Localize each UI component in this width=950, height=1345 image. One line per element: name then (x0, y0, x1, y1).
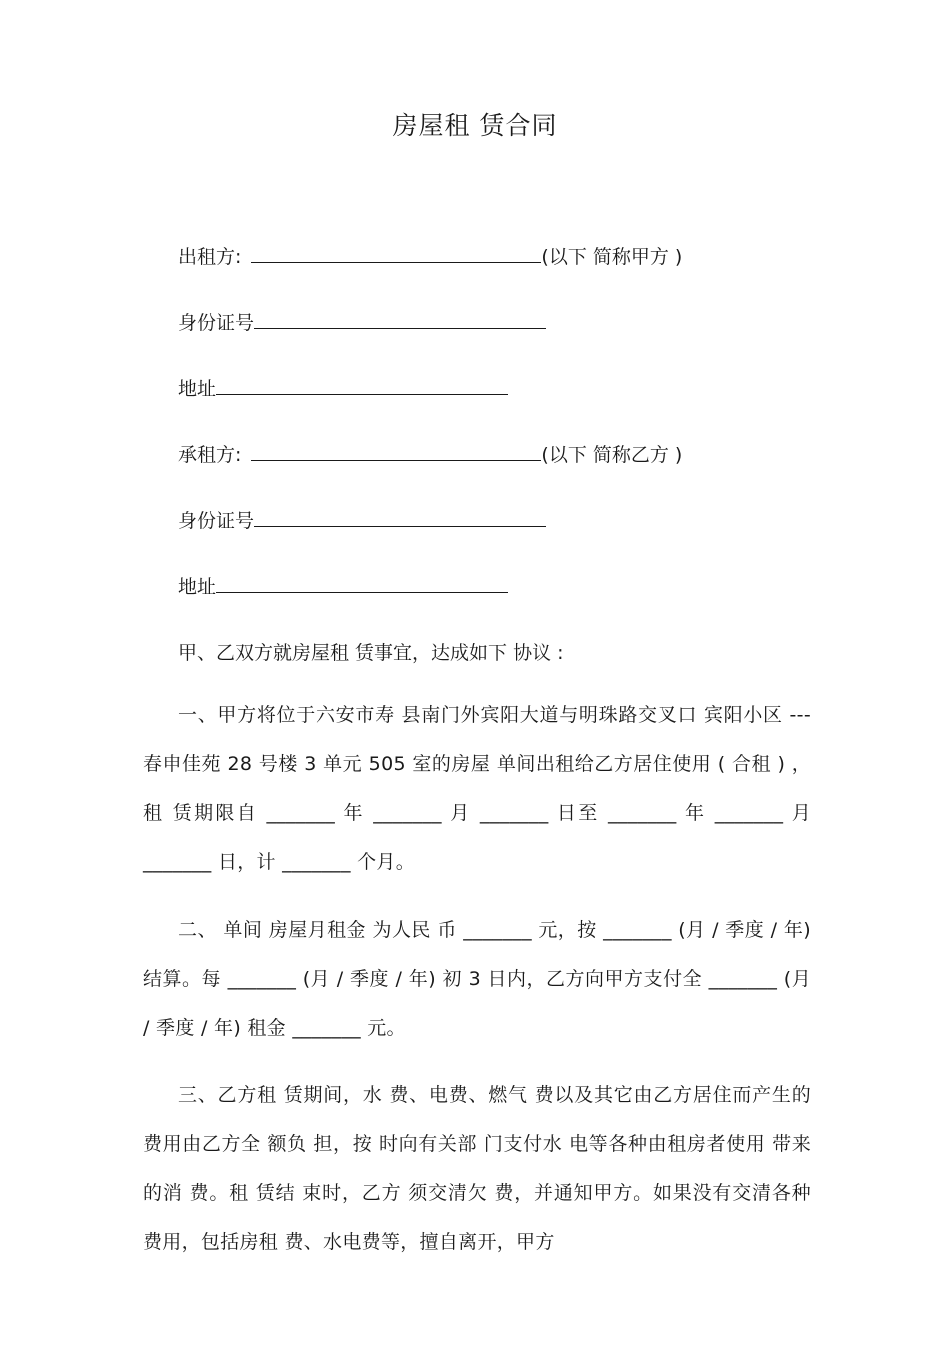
lessor-suffix: (以下 简称甲方 ) (541, 246, 683, 268)
lessor-address-label: 地址 (178, 378, 217, 400)
lessor-id-blank[interactable] (254, 309, 546, 329)
clause-2: 二、 单间 房屋月租金 为人民 币 _______ 元，按 _______ (月 / 季度 / 年) 结算。每 _______ (月 / 季度 / 年) 初 3 日内，乙方向甲方支付全 _______ (月 / 季度 / 年) 租金 _______ 元。 (143, 919, 811, 1039)
lessor-id-field (178, 308, 546, 335)
lessee-id-blank[interactable] (254, 507, 546, 527)
lessee-field (178, 440, 682, 467)
lessee-address-field (178, 572, 508, 599)
document-title: 房屋租 赁合同 (392, 111, 558, 140)
lessor-blank[interactable] (251, 243, 541, 263)
lessor-address-field (178, 374, 508, 401)
lessor-id-label: 身份证号 (178, 312, 255, 334)
lessee-id-label: 身份证号 (178, 510, 255, 532)
lessee-address-blank[interactable] (216, 573, 508, 593)
lessee-id-field (178, 506, 546, 533)
lessee-label: 承租方: (178, 444, 242, 466)
clause-1: 一、甲方将位于六安市寿 县南门外宾阳大道与明珠路交叉口 宾阳小区 --- 春申佳苑 28 号楼 3 单元 505 室的房屋 单间出租给乙方居住使用 ( 合租 ) ，租 赁期限自 _______ 年 _______ 月 _______ 日至 _______ 年 _______ 月 _______ 日，计 _______ 个月。 (143, 704, 811, 873)
lessor-field (178, 242, 682, 269)
lessee-address-label: 地址 (178, 576, 217, 598)
clause-3: 三、乙方租 赁期间，水 费、电费、燃气 费以及其它由乙方居住而产生的 费用由乙方全 额负 担，按 时向有关部 门支付水 电等各种由租房者使用 带来的消 费。租 赁结 束时，乙方 须交清欠 费，并通知甲方。如果没有交清各种 费用，包括房租 费、水电费等，擅自离开，甲方 (143, 1084, 811, 1253)
lessor-address-blank[interactable] (216, 375, 508, 395)
lessor-label: 出租方: (178, 246, 242, 268)
lessee-suffix: (以下 简称乙方 ) (541, 444, 683, 466)
agreement-intro: 甲、乙双方就房屋租 赁事宜，达成如下 协议 : (178, 642, 564, 664)
lessee-blank[interactable] (251, 441, 541, 461)
